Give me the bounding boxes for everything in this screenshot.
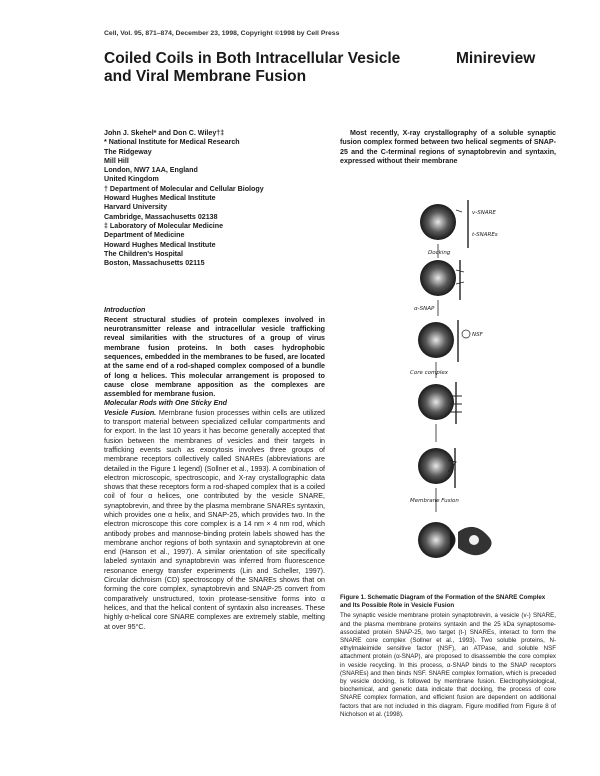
figure-label: v-SNARE [472, 210, 496, 216]
affiliation-line: Mill Hill [104, 156, 129, 165]
journal-citation: Cell, Vol. 95, 871–874, December 23, 1998, Copyright ©1998 by Cell Press [104, 30, 340, 37]
right-paragraph: Most recently, X-ray crystallography of a soluble synaptic fusion complex formed between two helical segments of SNAP-25 and the C-terminal regions of synaptobrevin and syntaxin, expressed without their membrane [340, 129, 556, 165]
vesicle-shape [420, 260, 456, 296]
body-paragraph [104, 409, 325, 632]
intro-heading: Introduction [104, 306, 146, 315]
abstract: Recent structural studies of protein complexes involved in neurotransmitter release and intracellular vesicle trafficking reveal similarities with the structures of a group of virus membrane fusion proteins. In both cases hydrophobic sequences, embedded in the membranes to be fused, are located at the same end of a rod-shaped complex composed of a bundle of long α helices. This molecular arrangement is proposed to cause close membrane apposition as the complexes are assembled for membrane fusion. [104, 315, 325, 399]
figure-label: t-SNAREs [472, 232, 498, 238]
vesicle-shape [418, 322, 454, 358]
affiliation-line: † Department of Molecular and Cellular Biology [104, 184, 264, 193]
right-column [340, 129, 556, 166]
affiliation-line: The Children's Hospital [104, 249, 183, 258]
affiliation-line: ‡ Laboratory of Molecular Medicine [104, 221, 224, 230]
figure-label: NSF [472, 332, 483, 338]
section-label: Minireview [456, 50, 536, 67]
figure-label: Docking [428, 250, 451, 256]
vesicle-shape [418, 448, 454, 484]
caption-body: The synaptic vesicle membrane protein synaptobrevin, a vesicle (v-) SNARE, and the plasma membrane proteins syntaxin and the 25 kDa synaptosome-associated protein SNAP-25, two target (t-) SNAREs, interact to form the SNARE core complex (Sollner et al., 1993). Two soluble proteins, N-ethylmaleimide sensitive factor (NSF), an ATPase, and soluble NSF attachment protein (α-SNAP), are proposed to disassemble the core complex in vesicle recycling. In this process, α-SNAP binds to the SNAP receptors (SNAREs) and then binds NSF. SNARE complex formation, which is preceded by vesicle docking, is followed by membrane fusion. Electrophysiological, biochemical, and genetic data indicate that docking, the process of core SNARE complex formation, and efficient fusion are dependent on additional factors that are not included in this diagram. Figure modified from Figure 8 of Nicholson et al. (1998). [340, 612, 556, 718]
affiliation-line: London, NW7 1AA, England [104, 166, 198, 175]
affiliations [104, 138, 325, 268]
vesicle-shape [418, 384, 454, 420]
figure-label: Core complex [410, 370, 449, 376]
affiliation-line: Howard Hughes Medical Institute [104, 194, 216, 203]
vesicle-shape [420, 204, 456, 240]
affiliation-line: Cambridge, Massachusetts 02138 [104, 212, 218, 221]
runin-heading: Vesicle Fusion. [104, 408, 157, 417]
figure-label: α-SNAP [414, 306, 435, 312]
figure-caption [340, 594, 556, 719]
authors: John J. Skehel* and Don C. Wiley†‡ [104, 129, 225, 137]
figure-1 [400, 200, 510, 580]
paragraph-text: Membrane fusion processes within cells are utilized to transport material between specialized cellular compartments and for export. In the last 10 years it has become generally accepted that fusion between the membranes of vesicles and their targets in trafficking events such as exocytosis involves three groups of membrane receptors collectively called SNAREs (abbreviations are detailed in the Figure 1 legend) (Sollner et al., 1993). A combination of electron microscopic, spectroscopic, and X-ray crystallographic data shows that these receptors form a rod-shaped complex that is a coiled coil of four α helices, one contributed by the vesicle SNARE, synaptobrevin, and three by the plasma membrane SNAREs syntaxin, which provides one α helix, and SNAP-25, which provides two. In the electron microscope this core complex is a 14 nm × 4 nm rod, which antibody probes and mannose-binding protein labels showed has the membrane anchor regions of both syntaxin and synaptobrevin at one end (Hanson et al., 1997). A similar orientation of site specifically labeled syntaxin and synaptobrevin was inferred from fluorescence resonance energy transfer experiments (Lin and Scheller, 1997). Circular dichroism (CD) spectroscopy of the SNAREs shows that on forming the core complex, synaptobrevin and SNAP-25 convert from comparatively unstructured, toxin protease-sensitive forms into α helices, and that the helical content of syntaxin also increases. These highly α-helical core SNARE complexes are extremely stable, melting at over 95°C. [104, 408, 326, 631]
left-column [104, 129, 325, 632]
affiliation-line: Boston, Massachusetts 02115 [104, 259, 205, 268]
figure-label: Membrane Fusion [410, 498, 459, 504]
affiliation-line: Howard Hughes Medical Institute [104, 240, 216, 249]
caption-title: Figure 1. Schematic Diagram of the Formation of the SNARE Complex and Its Possible Role in Vesicle Fusion [340, 594, 546, 610]
figure-diagram [400, 200, 510, 580]
affiliation-line: * National Institute for Medical Research [104, 138, 240, 147]
affiliation-line: The Ridgeway [104, 147, 152, 156]
affiliation-line: Department of Medicine [104, 231, 185, 240]
subheading: Molecular Rods with One Sticky End [104, 399, 227, 408]
vesicle-shape [418, 522, 454, 558]
affiliation-line: United Kingdom [104, 175, 159, 184]
affiliation-line: Harvard University [104, 203, 168, 212]
article-title: Coiled Coils in Both Intracellular Vesicle and Viral Membrane Fusion [104, 50, 401, 85]
